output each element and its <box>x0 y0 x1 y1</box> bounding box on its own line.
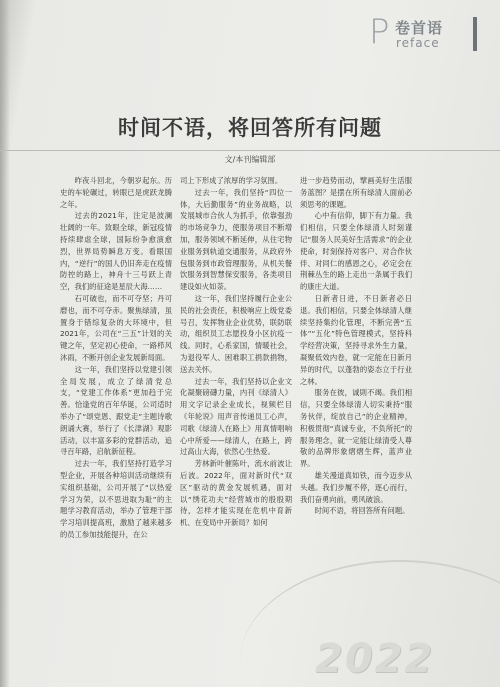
decorative-year: 2022 <box>315 636 435 682</box>
paragraph: 过去的2021年，注定是波澜壮阔的一年。致眼全球，新冠疫情持续肆虐全球，国际纷争愈演愈烈，世界局势瞬息万变。看眼国内，“逆行”的国人仍旧奔走在疫情防控的路上，神舟十三号跃上青空，我们的征途是星辰大海…… <box>60 211 172 292</box>
paragraph: 这一年，我们坚持以党建引领全局发展，成立了绿清党总支，“党建工作体系”更加趋于完善。恰逢党的百年华诞，公司适时举办了“颂党恩、跟党走”主题诗歌朗诵大赛，举行了《长津湖》观影活动，以丰富多彩的党群活动，追寻百年路，启航新征程。 <box>60 364 172 457</box>
paragraph: 昨夜斗回北，今朝岁起东。历史的车轮碾过，转眼已是虎跃龙腾之年。 <box>60 176 172 209</box>
paragraph: 服务在彼，诚則不竭。我们相信，只要全体绿清人切实秉持“服务伙伴，绽放自己”的企业精神，积极贯彻“真诚专业，不负所托”的服务理念，就一定能让绿清受人尊敬的品牌形象熠熠生辉，蓝声业界。 <box>300 388 412 469</box>
paragraph: 日新者日进，不日新者必日退。我们相信，只要全体绿清人继续坚持集约化管理，不断完善“五体”“五化”特色管理模式，坚持科学经营决策，坚持寻求外生力量，凝聚低效内卷，就一定能在日新月异的时代，以蓬勃的姿态立于行业之林。 <box>300 293 412 386</box>
article-author: 文/本刊编辑部 <box>224 155 276 164</box>
article-title: 时间不语，将回答所有问题 <box>118 116 382 140</box>
paragraph: 时间不语，将回答所有问题。 <box>314 506 410 516</box>
preface-initial: P <box>369 12 390 52</box>
paragraph-continued: 进一步趋势而动，擘画美好生活服务蓝图？是摆在所有绿清人面前必须思考的课题。 <box>300 176 412 209</box>
section-title-cn: 卷首语 <box>395 19 444 37</box>
paragraph: 这一年，我们坚持履行企业公民的社会责任，积极响应上级党委号召，发挥物业企业优势，联防联动，组织员工志愿投身小区抗疫一线。同时，心系家国，情暖社会，为退役军人、困难职工捐款捐物，送去关怀。 <box>180 293 292 374</box>
paragraph: 过去一年，我们坚持打造学习型企业，开展各种培训活动继续有实组织基础，公司开展了“以热爱学习为荣，以不思进取为耻”的主题学习教育活动，举办了管理干部学习培训提高班，激励了越来越多的员工参加技能提升，在公 <box>60 459 172 539</box>
header-accent-bar <box>473 17 477 51</box>
paragraph-continued: 司上下形成了浓厚的学习氛围。 <box>180 176 283 185</box>
paragraph: 过去一年，我们坚持“四位一体，大后勤服务”的业务战略，以发展城市合伙人为抓手，依靠强劲的市场竞争力，使服务项目不断增加，服务领域不断延伸，从住宅物业服务到轨道交通服务，从政府外包服务到市政管理服务，从机关餐饮服务到智慧保安服务，各类项目建设如火如荼。 <box>180 187 292 292</box>
paragraph: 心中有信仰，脚下有力量。我们相信，只要全体绿清人时刻谨记“服务人民美好生活需求”的企业使命，时刻保持对客户、对合作伙伴、对同仁的感恩之心，必定会在荆棘丛生的路上走出一条属于我们的康庄大道。 <box>300 211 412 292</box>
title-divider <box>0 150 500 151</box>
text-column-2 <box>180 175 292 529</box>
paragraph: 雄关漫道真如铁，而今迈步从头越。我们步履不停，逐心而行，我们奋勇向前，勇风破浪。 <box>300 470 412 504</box>
text-column-3 <box>300 175 412 517</box>
paragraph: 石可破也，而不可夺坚；丹可磨也，而不可夺赤。聚焦绿清，虽置身于错综复杂的大环境中，但2021年，公司在“三五”计划的关键之年，坚定初心使命，一路栉风沐雨，不断开创企业发展新局面。 <box>60 293 172 362</box>
paragraph: 芳林新叶催陈叶，流水前波让后波。2022年，面对新时代“双区”驱动的黄金发展机遇，面对以“绣花功夫”经营城市的殷殷期待，怎样才能实现在危机中育新机、在变局中开新局？如何 <box>180 459 292 528</box>
paragraph: 过去一年，我们坚持以企业文化凝聚磅礴力量，内刊《绿清人》用文字记录企业成长，视频栏目《年轮说》用声音传递员工心声，司歌《绿清人在路上》用真情唱响心中所爱——绿清人，在路上，跨过高山大海，依然心生热爱。 <box>180 376 292 457</box>
section-title-en: reface <box>396 36 440 50</box>
text-column-1 <box>60 175 172 541</box>
section-header <box>369 14 479 54</box>
page-binding-shadow <box>0 0 10 687</box>
